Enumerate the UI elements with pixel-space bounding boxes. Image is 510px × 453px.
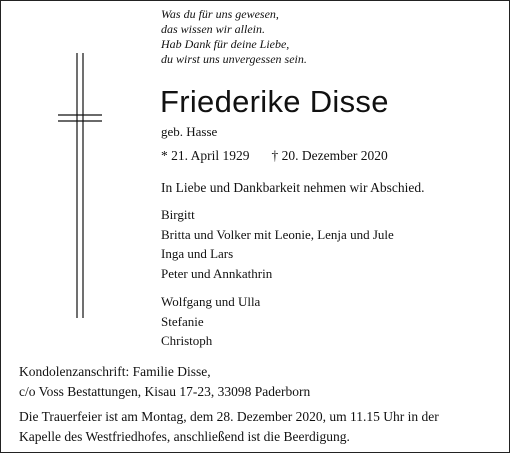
- poem-line: das wissen wir allein.: [161, 22, 266, 36]
- deceased-name: Friederike Disse: [160, 84, 389, 119]
- mourner-line: Christoph: [161, 333, 213, 348]
- mourners-group: [161, 292, 260, 351]
- mourner-line: Birgitt: [161, 207, 195, 222]
- poem-line: Hab Dank für deine Liebe,: [161, 37, 290, 51]
- funeral-service-info: [19, 407, 439, 446]
- service-line: Kapelle des Westfriedhofes, anschließend ist die Beerdigung.: [19, 428, 350, 444]
- mourners-group: [161, 205, 394, 283]
- poem-line: Was du für uns gewesen,: [161, 7, 279, 21]
- mourner-line: Britta und Volker mit Leonie, Lenja und Jule: [161, 226, 394, 242]
- poem: [161, 7, 307, 67]
- birth-name: geb. Hasse: [161, 124, 218, 139]
- service-line: Die Trauerfeier ist am Montag, dem 28. Dezember 2020, um 11.15 Uhr in der: [19, 409, 439, 424]
- condolence-address: [19, 362, 310, 401]
- poem-line: du wirst uns unvergessen sein.: [161, 52, 307, 66]
- cross-icon: [58, 53, 102, 318]
- death-date: † 20. Dezember 2020: [271, 148, 388, 163]
- life-dates: [161, 148, 388, 164]
- birth-date: * 21. April 1929: [161, 148, 250, 163]
- farewell-text: In Liebe und Dankbarkeit nehmen wir Abschied.: [161, 180, 425, 195]
- mourner-line: Inga und Lars: [161, 246, 234, 261]
- contact-line: Kondolenzanschrift: Familie Disse,: [19, 364, 211, 379]
- mourner-line: Wolfgang und Ulla: [161, 294, 261, 309]
- mourner-line: Peter und Annkathrin: [161, 265, 273, 281]
- mourner-line: Stefanie: [161, 313, 204, 329]
- contact-line: c/o Voss Bestattungen, Kisau 17-23, 33098 Paderborn: [19, 383, 311, 399]
